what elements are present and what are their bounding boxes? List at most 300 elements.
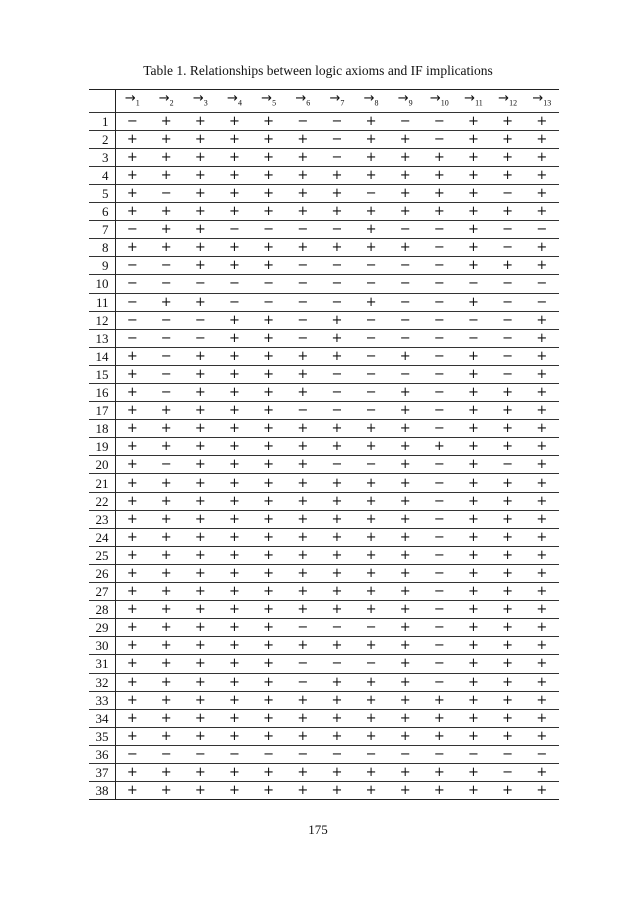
table-cell: + xyxy=(536,421,548,437)
axiom-number: 16 xyxy=(89,384,115,402)
table-cell: + xyxy=(331,167,343,183)
table-cell: − xyxy=(160,330,172,346)
table-cell: + xyxy=(126,348,138,364)
table-cell: + xyxy=(160,584,172,600)
table-cell: − xyxy=(365,258,377,274)
table-cell: − xyxy=(433,547,445,563)
table-cell: + xyxy=(536,493,548,509)
table-cell: + xyxy=(263,113,275,129)
table-row xyxy=(89,402,559,420)
column-header-implication-5 xyxy=(252,90,286,113)
axiom-number: 32 xyxy=(89,673,115,691)
table-cell: + xyxy=(502,131,514,147)
table-cell: − xyxy=(433,276,445,292)
table-row xyxy=(89,619,559,637)
table-cell: − xyxy=(126,746,138,762)
table-cell: + xyxy=(263,366,275,382)
table-cell: + xyxy=(297,493,309,509)
table-cell: − xyxy=(229,222,240,238)
table-cell: + xyxy=(399,149,411,165)
table-cell: + xyxy=(194,602,206,618)
table-cell: + xyxy=(229,584,240,600)
table-cell: + xyxy=(468,511,479,527)
table-row xyxy=(89,148,559,166)
table-cell: + xyxy=(194,149,206,165)
table-cell: + xyxy=(399,403,411,419)
table-cell: − xyxy=(365,330,377,346)
table-cell: − xyxy=(365,656,377,672)
table-cell: + xyxy=(297,728,309,744)
table-cell: + xyxy=(536,403,548,419)
table-cell: − xyxy=(263,294,275,310)
table-cell: + xyxy=(536,258,548,274)
table-cell: + xyxy=(433,439,445,455)
table-cell: + xyxy=(263,728,275,744)
column-header-implication-10 xyxy=(422,90,456,113)
table-cell: + xyxy=(365,204,377,220)
table-cell: + xyxy=(536,674,548,690)
table-cell: + xyxy=(229,620,240,636)
table-cell: + xyxy=(229,366,240,382)
table-cell: − xyxy=(365,366,377,382)
table-cell: − xyxy=(365,746,377,762)
table-cell: − xyxy=(433,602,445,618)
table-cell: + xyxy=(536,475,548,491)
table-cell: + xyxy=(365,728,377,744)
table-cell: + xyxy=(502,167,514,183)
table-cell: + xyxy=(433,149,445,165)
table-cell: + xyxy=(263,131,275,147)
table-cell: − xyxy=(365,403,377,419)
table-cell: + xyxy=(160,602,172,618)
table-cell: + xyxy=(331,240,343,256)
axiom-number: 31 xyxy=(89,655,115,673)
table-cell: + xyxy=(468,728,479,744)
table-cell: + xyxy=(331,493,343,509)
table-cell: + xyxy=(536,783,548,799)
axiom-number: 28 xyxy=(89,601,115,619)
table-cell: + xyxy=(126,186,138,202)
table-cell: + xyxy=(331,529,343,545)
table-cell: − xyxy=(502,240,514,256)
table-row xyxy=(89,130,559,148)
table-cell: − xyxy=(433,258,445,274)
table-cell: − xyxy=(297,746,309,762)
table-cell: + xyxy=(160,692,172,708)
table-cell: + xyxy=(399,638,411,654)
table-cell: + xyxy=(297,457,309,473)
table-cell: + xyxy=(399,475,411,491)
table-cell: + xyxy=(126,656,138,672)
table-row xyxy=(89,275,559,293)
table-cell: + xyxy=(502,710,514,726)
table-cell: + xyxy=(263,457,275,473)
table-cell: + xyxy=(331,674,343,690)
implication-symbol: → xyxy=(363,91,375,106)
table-cell: + xyxy=(433,204,445,220)
page-number: 175 xyxy=(308,822,328,837)
table-cell: + xyxy=(297,638,309,654)
table-row xyxy=(89,166,559,184)
table-cell: + xyxy=(297,131,309,147)
table-cell: + xyxy=(536,366,548,382)
column-header-implication-3 xyxy=(183,90,217,113)
table-cell: − xyxy=(297,258,309,274)
table-cell: + xyxy=(502,728,514,744)
table-cell: + xyxy=(468,584,479,600)
table-row xyxy=(89,510,559,528)
table-cell: + xyxy=(297,385,309,401)
table-cell: + xyxy=(194,204,206,220)
table-cell: − xyxy=(331,746,343,762)
table-cell: + xyxy=(194,620,206,636)
table-cell: − xyxy=(536,276,548,292)
table-cell: − xyxy=(536,222,548,238)
table-cell: − xyxy=(433,638,445,654)
axiom-number: 29 xyxy=(89,619,115,637)
table-cell: + xyxy=(536,113,548,129)
table-cell: + xyxy=(331,330,343,346)
table-cell: − xyxy=(229,276,240,292)
table-cell: + xyxy=(468,439,479,455)
table-cell: − xyxy=(331,258,343,274)
table-cell: − xyxy=(433,330,445,346)
table-cell: + xyxy=(297,348,309,364)
table-cell: + xyxy=(126,511,138,527)
table-cell: + xyxy=(297,240,309,256)
table-cell: − xyxy=(331,276,343,292)
table-cell: − xyxy=(433,222,445,238)
column-header-implication-12 xyxy=(491,90,525,113)
table-cell: + xyxy=(229,565,240,581)
table-cell: + xyxy=(365,421,377,437)
table-cell: − xyxy=(126,113,138,129)
table-cell: + xyxy=(399,565,411,581)
table-cell: + xyxy=(263,511,275,527)
table-cell: − xyxy=(229,294,240,310)
table-cell: + xyxy=(399,131,411,147)
table-cell: − xyxy=(331,656,343,672)
table-row xyxy=(89,601,559,619)
axiom-number: 2 xyxy=(89,130,115,148)
table-cell: + xyxy=(468,421,479,437)
table-cell: + xyxy=(399,728,411,744)
table-cell: − xyxy=(331,620,343,636)
table-cell: + xyxy=(365,167,377,183)
implication-symbol: → xyxy=(295,91,307,106)
table-cell: + xyxy=(194,493,206,509)
table-cell: − xyxy=(160,457,172,473)
table-cell: + xyxy=(365,765,377,781)
table-cell: − xyxy=(433,746,445,762)
table-cell: + xyxy=(126,167,138,183)
table-cell: + xyxy=(365,710,377,726)
table-cell: + xyxy=(433,186,445,202)
table-cell: + xyxy=(365,638,377,654)
table-cell: + xyxy=(502,783,514,799)
table-cell: + xyxy=(536,692,548,708)
table-cell: + xyxy=(502,547,514,563)
table-cell: + xyxy=(126,493,138,509)
table-cell: + xyxy=(468,565,479,581)
table-cell: − xyxy=(126,222,138,238)
table-cell: + xyxy=(502,656,514,672)
table-cell: − xyxy=(433,421,445,437)
table-cell: − xyxy=(365,312,377,328)
table-cell: − xyxy=(502,186,514,202)
implication-index: 10 xyxy=(440,98,449,108)
table-cell: + xyxy=(160,511,172,527)
table-cell: + xyxy=(263,765,275,781)
table-cell: + xyxy=(297,186,309,202)
table-cell: + xyxy=(399,710,411,726)
table-cell: + xyxy=(194,638,206,654)
table-cell: + xyxy=(160,113,172,129)
table-row xyxy=(89,456,559,474)
table-cell: + xyxy=(536,149,548,165)
table-cell: + xyxy=(365,240,377,256)
table-cell: + xyxy=(502,493,514,509)
table-cell: + xyxy=(297,511,309,527)
table-cell: + xyxy=(365,113,377,129)
column-header-implication-2 xyxy=(149,90,183,113)
table-cell: − xyxy=(502,276,514,292)
table-cell: + xyxy=(126,674,138,690)
table-cell: + xyxy=(399,783,411,799)
table-cell: − xyxy=(399,113,411,129)
implication-index: 9 xyxy=(408,98,413,108)
table-cell: + xyxy=(297,439,309,455)
table-cell: − xyxy=(126,276,138,292)
table-cell: + xyxy=(468,366,479,382)
table-cell: + xyxy=(229,529,240,545)
table-cell: + xyxy=(160,728,172,744)
table-cell: − xyxy=(263,746,275,762)
table-cell: + xyxy=(433,783,445,799)
table-cell: + xyxy=(160,294,172,310)
table-cell: − xyxy=(468,312,479,328)
table-cell: + xyxy=(126,475,138,491)
axiom-number: 10 xyxy=(89,275,115,293)
column-header-implication-9 xyxy=(388,90,422,113)
implication-symbol: → xyxy=(532,91,544,106)
table-cell: + xyxy=(536,620,548,636)
implication-index: 13 xyxy=(543,98,552,108)
table-cell: + xyxy=(536,312,548,328)
table-cell: + xyxy=(468,475,479,491)
table-cell: + xyxy=(331,439,343,455)
table-row xyxy=(89,691,559,709)
table-cell: + xyxy=(229,258,240,274)
axiom-number: 17 xyxy=(89,402,115,420)
implication-symbol: → xyxy=(329,91,341,106)
table-cell: + xyxy=(536,385,548,401)
table-cell: + xyxy=(194,240,206,256)
row-header-corner xyxy=(89,90,115,113)
table-cell: + xyxy=(536,330,548,346)
table-cell: + xyxy=(536,728,548,744)
table-cell: + xyxy=(331,312,343,328)
table-cell: + xyxy=(263,258,275,274)
table-cell: + xyxy=(160,240,172,256)
table-cell: − xyxy=(365,385,377,401)
table-cell: − xyxy=(365,348,377,364)
table-cell: + xyxy=(365,294,377,310)
table-cell: + xyxy=(160,421,172,437)
table-row xyxy=(89,293,559,311)
column-header-implication-7 xyxy=(320,90,354,113)
table-cell: + xyxy=(399,348,411,364)
table-cell: + xyxy=(468,222,479,238)
table-cell: + xyxy=(297,692,309,708)
table-cell: + xyxy=(331,204,343,220)
table-cell: − xyxy=(433,529,445,545)
table-cell: + xyxy=(263,330,275,346)
axiom-number: 19 xyxy=(89,438,115,456)
table-cell: + xyxy=(126,728,138,744)
table-cell: + xyxy=(263,475,275,491)
table-cell: + xyxy=(126,204,138,220)
table-cell: + xyxy=(502,529,514,545)
table-cell: + xyxy=(331,475,343,491)
table-cell: − xyxy=(399,312,411,328)
axiom-number: 14 xyxy=(89,347,115,365)
implication-symbol: → xyxy=(227,91,238,106)
table-cell: + xyxy=(399,204,411,220)
table-cell: − xyxy=(433,113,445,129)
table-cell: − xyxy=(160,385,172,401)
table-cell: + xyxy=(365,131,377,147)
table-cell: − xyxy=(433,366,445,382)
table-cell: − xyxy=(297,113,309,129)
axiom-number: 5 xyxy=(89,184,115,202)
table-cell: + xyxy=(229,783,240,799)
table-cell: + xyxy=(229,692,240,708)
table-cell: − xyxy=(263,222,275,238)
table-cell: − xyxy=(160,312,172,328)
table-cell: − xyxy=(433,403,445,419)
axiom-number: 22 xyxy=(89,492,115,510)
table-cell: − xyxy=(297,620,309,636)
table-cell: + xyxy=(536,439,548,455)
table-cell: + xyxy=(194,783,206,799)
axiom-number: 15 xyxy=(89,365,115,383)
implication-index: 3 xyxy=(203,98,208,108)
table-cell: + xyxy=(126,366,138,382)
table-cell: + xyxy=(536,204,548,220)
table-row xyxy=(89,347,559,365)
table-body xyxy=(89,112,559,800)
table-cell: + xyxy=(126,547,138,563)
table-cell: + xyxy=(331,602,343,618)
table-row xyxy=(89,709,559,727)
axioms-table xyxy=(89,89,559,800)
table-cell: + xyxy=(160,222,172,238)
axiom-number: 24 xyxy=(89,528,115,546)
table-cell: + xyxy=(297,547,309,563)
table-row xyxy=(89,727,559,745)
table-cell: + xyxy=(263,186,275,202)
table-cell: − xyxy=(433,511,445,527)
table-cell: + xyxy=(229,149,240,165)
table-cell: + xyxy=(194,258,206,274)
table-cell: + xyxy=(160,565,172,581)
table-cell: + xyxy=(263,584,275,600)
implication-index: 5 xyxy=(272,98,277,108)
table-row xyxy=(89,492,559,510)
table-cell: + xyxy=(502,439,514,455)
table-cell: + xyxy=(263,439,275,455)
table-cell: + xyxy=(365,602,377,618)
table-cell: + xyxy=(194,366,206,382)
table-cell: − xyxy=(399,258,411,274)
table-cell: + xyxy=(194,584,206,600)
table-cell: − xyxy=(433,457,445,473)
table-cell: − xyxy=(502,746,514,762)
implication-symbol: → xyxy=(397,91,409,106)
table-row xyxy=(89,221,559,239)
table-cell: + xyxy=(399,511,411,527)
table-cell: + xyxy=(126,692,138,708)
axiom-number: 18 xyxy=(89,420,115,438)
implication-index: 12 xyxy=(509,98,518,108)
table-row xyxy=(89,384,559,402)
axiom-number: 34 xyxy=(89,709,115,727)
table-cell: + xyxy=(433,692,445,708)
table-cell: + xyxy=(160,204,172,220)
table-row xyxy=(89,184,559,202)
table-cell: + xyxy=(331,584,343,600)
table-cell: + xyxy=(502,421,514,437)
table-cell: − xyxy=(433,131,445,147)
axiom-number: 30 xyxy=(89,637,115,655)
axiom-number: 12 xyxy=(89,311,115,329)
table-cell: + xyxy=(365,565,377,581)
table-cell: − xyxy=(297,312,309,328)
table-cell: + xyxy=(536,710,548,726)
table-cell: − xyxy=(502,457,514,473)
table-cell: + xyxy=(468,656,479,672)
table-cell: + xyxy=(468,783,479,799)
table-cell: − xyxy=(365,276,377,292)
table-cell: + xyxy=(468,674,479,690)
table-cell: + xyxy=(229,728,240,744)
table-cell: − xyxy=(331,149,343,165)
table-cell: + xyxy=(160,638,172,654)
table-cell: − xyxy=(160,276,172,292)
table-cell: + xyxy=(468,765,479,781)
table-cell: + xyxy=(263,674,275,690)
table-cell: − xyxy=(297,276,309,292)
table-cell: − xyxy=(433,620,445,636)
table-cell: + xyxy=(263,167,275,183)
implication-index: 6 xyxy=(306,98,311,108)
table-cell: − xyxy=(502,312,514,328)
table-cell: + xyxy=(263,421,275,437)
table-cell: + xyxy=(229,511,240,527)
table-cell: + xyxy=(536,547,548,563)
table-cell: + xyxy=(126,710,138,726)
table-cell: − xyxy=(365,186,377,202)
table-cell: + xyxy=(194,439,206,455)
table-cell: + xyxy=(399,620,411,636)
table-cell: + xyxy=(263,348,275,364)
column-header-implication-1 xyxy=(115,90,149,113)
table-row xyxy=(89,637,559,655)
table-cell: − xyxy=(399,222,411,238)
table-cell: + xyxy=(468,602,479,618)
table-cell: + xyxy=(331,783,343,799)
